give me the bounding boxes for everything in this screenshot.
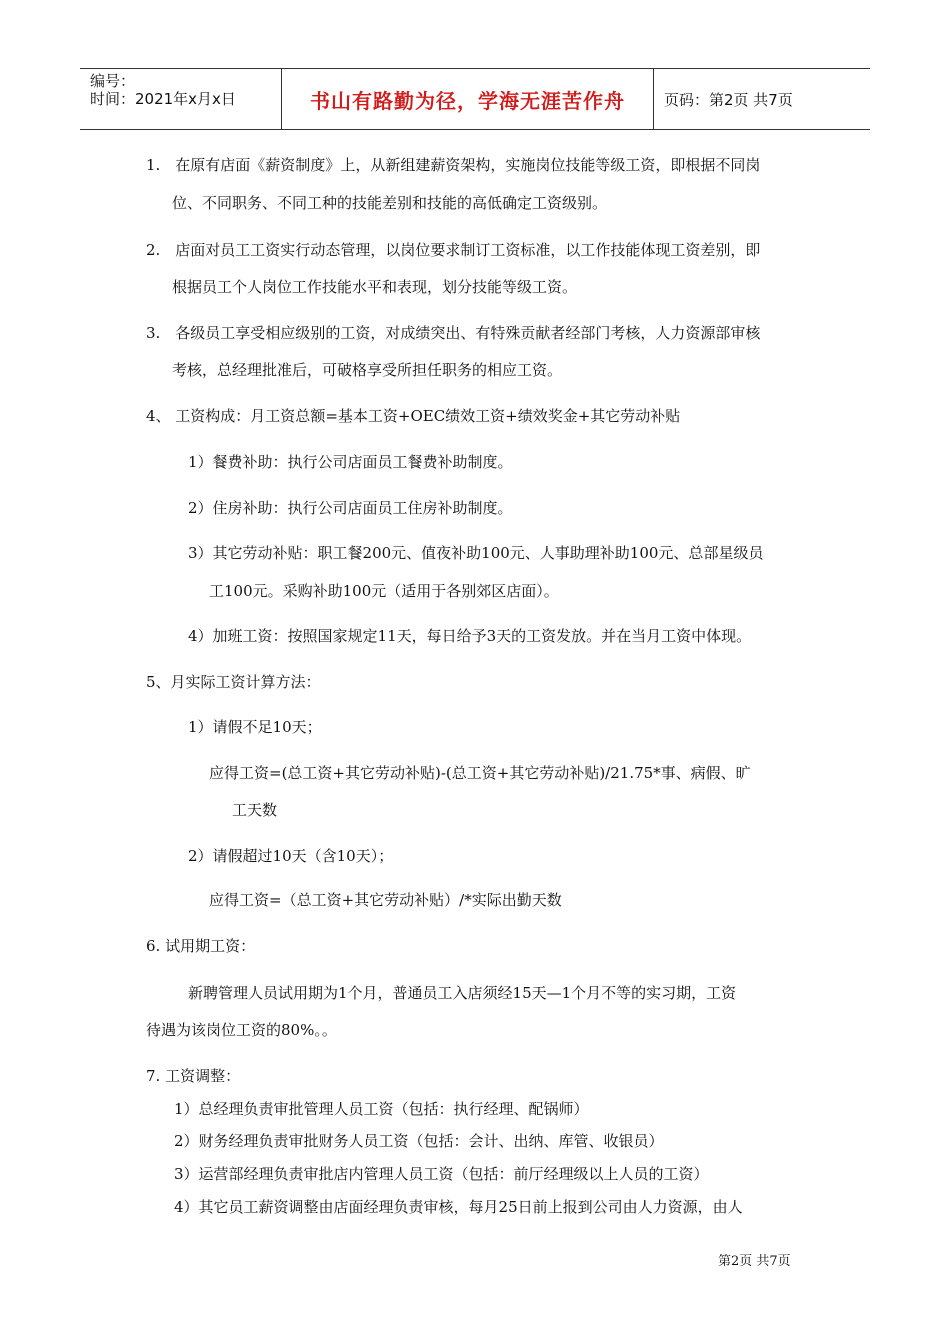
motto: 书山有路勤为径，学海无涯苦作舟 xyxy=(310,88,625,113)
paragraph-line: 2）住房补助：执行公司店面员工住房补助制度。 xyxy=(188,499,513,517)
header-page-cell xyxy=(654,69,870,129)
paragraph-line: 新聘管理人员试用期为1个月，普通员工入店须经15天—1个月不等的实习期，工资 xyxy=(188,984,737,1002)
paragraph-line: 5、月实际工资计算方法： xyxy=(146,673,321,691)
number-label: 编号： xyxy=(90,72,136,90)
paragraph-line: 4）加班工资：按照国家规定11天，每日给予3天的工资发放。并在当月工资中体现。 xyxy=(188,627,752,645)
header-page-label: 页码：第2页 共7页 xyxy=(664,90,793,109)
page-header xyxy=(80,68,870,130)
paragraph-line: 4）其它员工薪资调整由店面经理负责审核，每月25日前上报到公司由人力资源，由人 xyxy=(174,1198,743,1216)
paragraph-line: 根据员工个人岗位工作技能水平和表现，划分技能等级工资。 xyxy=(172,278,578,296)
paragraph-line: 应得工资=（总工资+其它劳动补贴）/*实际出勤天数 xyxy=(209,891,562,909)
paragraph-line: 应得工资=(总工资+其它劳动补贴)-(总工资+其它劳动补贴)/21.75*事、病假、旷 xyxy=(209,764,751,782)
paragraph-line: 位、不同职务、不同工种的技能差别和技能的高低确定工资级别。 xyxy=(172,194,608,212)
paragraph-line: 3）其它劳动补贴：职工餐200元、值夜补助100元、人事助理补助100元、总部星级员 xyxy=(188,544,764,562)
paragraph-line: 1. 在原有店面《薪资制度》上，从新组建薪资架构，实施岗位技能等级工资，即根据不同岗 xyxy=(146,156,761,174)
time-label: 时间：2021年x月x日 xyxy=(90,90,236,108)
paragraph-line: 2. 店面对员工工资实行动态管理，以岗位要求制订工资标准，以工作技能体现工资差别，即 xyxy=(146,241,761,259)
paragraph-line: 1）总经理负责审批管理人员工资（包括：执行经理、配锅师） xyxy=(174,1100,589,1118)
paragraph-line: 1）请假不足10天； xyxy=(188,718,322,736)
paragraph-line: 3）运营部经理负责审批店内管理人员工资（包括：前厅经理级以上人员的工资） xyxy=(174,1165,709,1183)
paragraph-line: 工天数 xyxy=(232,801,278,819)
header-motto-cell xyxy=(282,69,654,129)
paragraph-line: 2）财务经理负责审批财务人员工资（包括：会计、出纳、库管、收银员） xyxy=(174,1132,664,1150)
paragraph-line: 待遇为该岗位工资的80%。。 xyxy=(146,1021,337,1039)
header-meta xyxy=(80,69,282,129)
paragraph-line: 6. 试用期工资： xyxy=(146,937,256,955)
paragraph-line: 工100元。采购补助100元（适用于各别郊区店面）。 xyxy=(209,582,559,600)
paragraph-line: 7. 工资调整： xyxy=(146,1067,241,1085)
paragraph-line: 4、 工资构成：月工资总额=基本工资+OEC绩效工资+绩效奖金+其它劳动补贴 xyxy=(146,407,681,425)
paragraph-line: 2）请假超过10天（含10天）； xyxy=(188,847,394,865)
paragraph-line: 3. 各级员工享受相应级别的工资，对成绩突出、有特殊贡献者经部门考核，人力资源部审核 xyxy=(146,324,761,342)
paragraph-line: 考核，总经理批准后，可破格享受所担任职务的相应工资。 xyxy=(172,361,563,379)
page-footer: 第2页 共7页 xyxy=(718,1254,791,1269)
paragraph-line: 1）餐费补助：执行公司店面员工餐费补助制度。 xyxy=(188,453,513,471)
